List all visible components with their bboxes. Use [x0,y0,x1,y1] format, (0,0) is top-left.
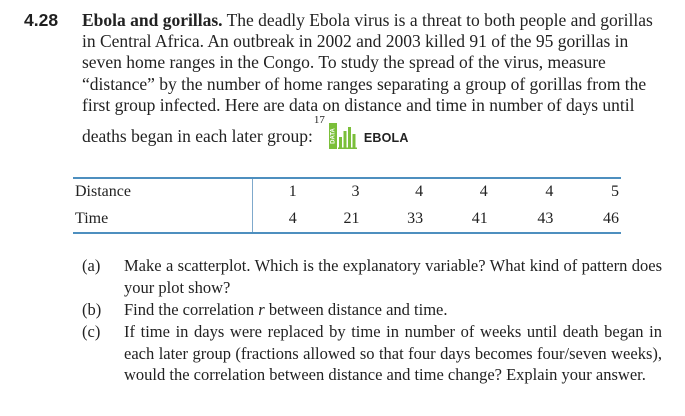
table-cell: 4 [423,178,488,205]
table-cell: 21 [297,205,360,233]
row-label-time: Time [73,205,253,233]
exercise-number: 4.28 [24,10,59,30]
part-label: (a) [82,256,101,275]
table-cell: 4 [359,178,423,205]
question-part-c [82,321,662,386]
part-text-after: between distance and time. [264,299,448,319]
table-cell: 4 [488,178,554,205]
part-label: (b) [82,299,102,319]
row-label-distance: Distance [73,178,253,205]
part-label: (c) [82,321,101,341]
footnote-ref: 17 [313,114,325,127]
table-cell: 3 [297,178,360,205]
table-cell: 33 [359,205,423,233]
table-cell: 43 [488,205,554,233]
problem-body: The deadly Ebola virus is a threat to both people and gorillas in Central Africa. An outbreak in 2002 and 2003 killed 91 of the 95 gorillas in seven home ranges in the Congo. To study the spread of the virus, measure “distance” by the number of home ranges separating a group of gorillas from the first group infected. Here are data on distance and time in number of days until deaths began in each later group: [82,10,653,147]
table-cell: 4 [253,205,297,233]
table-row-distance [73,178,621,205]
problem-statement [82,10,662,149]
data-table [73,177,621,234]
table-cell: 1 [253,178,297,205]
data-file-icon [329,123,359,149]
part-text [124,299,662,321]
data-icon-text: DATA [330,128,337,144]
part-text-before: Find the correlation [124,299,259,319]
question-parts [82,255,662,386]
question-part-a [82,255,662,298]
question-part-b [82,299,662,321]
part-text: If time in days were replaced by time in number of weeks until death began in each later group (fractions allowed so that four days becomes four/seven weeks), would the correlation between distance and time change? Explain your answer. [124,321,662,385]
table-row-time [73,205,621,233]
variable-r: r [258,299,265,319]
table-cell: 41 [423,205,488,233]
dataset-name: EBOLA [363,131,409,146]
table-cell: 46 [553,205,621,233]
part-text: Make a scatterplot. Which is the explanatory variable? What kind of pattern does your plot show? [124,256,662,297]
table-cell: 5 [553,178,621,205]
problem-title: Ebola and gorillas. [82,10,223,30]
